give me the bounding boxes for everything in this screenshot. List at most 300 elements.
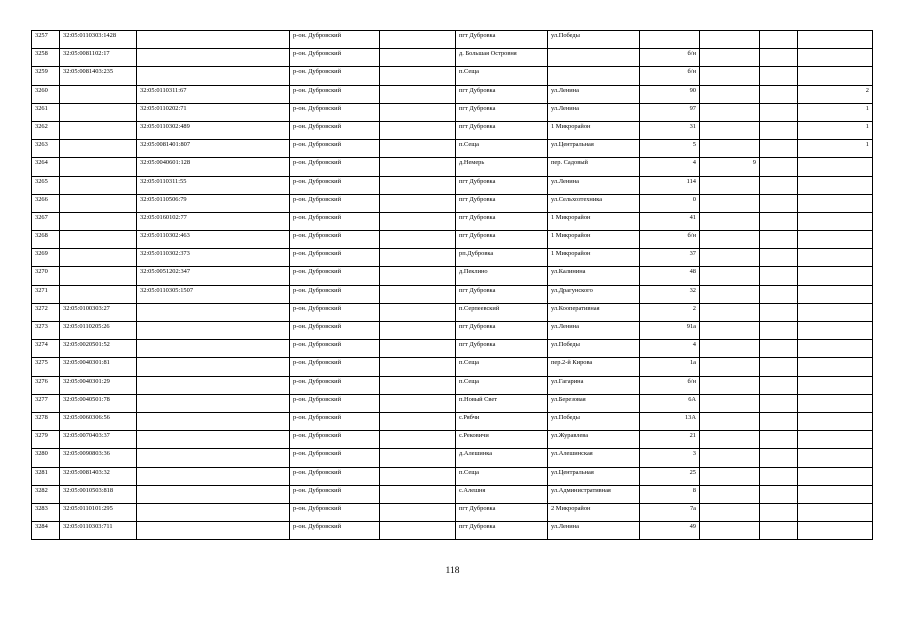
cell-district: р-он. Дубровский	[290, 394, 380, 412]
cell-house-number: б/н	[640, 376, 700, 394]
cell-house-number: 2	[640, 303, 700, 321]
cell-district: р-он. Дубровский	[290, 449, 380, 467]
cell-share	[798, 249, 873, 267]
cell-settlement-type	[380, 340, 456, 358]
cell-share	[798, 340, 873, 358]
cell-district: р-он. Дубровский	[290, 176, 380, 194]
cell-house-number: 91а	[640, 322, 700, 340]
cell-house-number	[640, 31, 700, 49]
table-row	[32, 322, 873, 340]
cell-locality: пгт Дубровка	[456, 176, 548, 194]
cell-row-number: 3262	[32, 121, 60, 139]
table-row	[32, 303, 873, 321]
table-row	[32, 522, 873, 540]
cell-apartment-number	[760, 467, 798, 485]
cell-cadastral-number-building: 32:05:0110302:463	[137, 231, 290, 249]
cell-share: 1	[798, 103, 873, 121]
cell-share	[798, 303, 873, 321]
cell-district: р-он. Дубровский	[290, 31, 380, 49]
cell-cadastral-number-land: 32:05:0060306:56	[60, 412, 137, 430]
cell-cadastral-number-building	[137, 376, 290, 394]
cell-settlement-type	[380, 503, 456, 521]
cell-house-number: 25	[640, 467, 700, 485]
cell-apartment-number	[760, 194, 798, 212]
cell-cadastral-number-building	[137, 303, 290, 321]
cell-cadastral-number-land: 32:05:0040501:78	[60, 394, 137, 412]
cell-cadastral-number-land: 32:05:0020501:52	[60, 340, 137, 358]
cell-row-number: 3265	[32, 176, 60, 194]
cell-building-number	[700, 412, 760, 430]
cell-house-number: б/н	[640, 67, 700, 85]
cell-share	[798, 49, 873, 67]
cell-house-number: 13А	[640, 412, 700, 430]
cell-cadastral-number-building: 32:05:0110302:489	[137, 121, 290, 139]
cell-share	[798, 412, 873, 430]
cell-locality: д.Алешинка	[456, 449, 548, 467]
cell-settlement-type	[380, 467, 456, 485]
cell-settlement-type	[380, 376, 456, 394]
cell-house-number: б/н	[640, 49, 700, 67]
cell-share	[798, 431, 873, 449]
cell-cadastral-number-land	[60, 140, 137, 158]
cell-row-number: 3263	[32, 140, 60, 158]
cell-row-number: 3258	[32, 49, 60, 67]
cell-building-number	[700, 340, 760, 358]
cell-settlement-type	[380, 449, 456, 467]
cell-locality: д.Немерь	[456, 158, 548, 176]
cell-cadastral-number-building	[137, 412, 290, 430]
cell-settlement-type	[380, 194, 456, 212]
cell-locality: пгт Дубровка	[456, 231, 548, 249]
cell-settlement-type	[380, 412, 456, 430]
table-row	[32, 31, 873, 49]
cell-street: 1 Микрорайон	[548, 121, 640, 139]
cell-house-number: 49	[640, 522, 700, 540]
cell-share	[798, 67, 873, 85]
cell-district: р-он. Дубровский	[290, 267, 380, 285]
cell-cadastral-number-land	[60, 285, 137, 303]
cell-street: ул.Победы	[548, 412, 640, 430]
cell-house-number: 7а	[640, 503, 700, 521]
cell-share	[798, 522, 873, 540]
cell-district: р-он. Дубровский	[290, 322, 380, 340]
cell-district: р-он. Дубровский	[290, 503, 380, 521]
cell-settlement-type	[380, 267, 456, 285]
cell-house-number: 21	[640, 431, 700, 449]
cell-house-number: 1а	[640, 358, 700, 376]
cell-locality: пгт Дубровка	[456, 31, 548, 49]
cell-locality: п.Серпеевский	[456, 303, 548, 321]
cell-cadastral-number-land	[60, 231, 137, 249]
cell-street	[548, 49, 640, 67]
table-row	[32, 285, 873, 303]
cell-apartment-number	[760, 322, 798, 340]
cell-row-number: 3277	[32, 394, 60, 412]
cell-locality: пгт Дубровка	[456, 322, 548, 340]
cell-cadastral-number-building	[137, 31, 290, 49]
cell-cadastral-number-land: 32:05:0070403:37	[60, 431, 137, 449]
cell-locality: пгт Дубровка	[456, 285, 548, 303]
cell-row-number: 3268	[32, 231, 60, 249]
cell-cadastral-number-land: 32:05:0081102:17	[60, 49, 137, 67]
cell-street: ул.Административная	[548, 485, 640, 503]
cell-apartment-number	[760, 340, 798, 358]
cell-building-number: 9	[700, 158, 760, 176]
table-row	[32, 49, 873, 67]
cell-cadastral-number-building	[137, 522, 290, 540]
cell-settlement-type	[380, 358, 456, 376]
cell-cadastral-number-land: 32:05:0081403:32	[60, 467, 137, 485]
cell-settlement-type	[380, 103, 456, 121]
cell-cadastral-number-building	[137, 67, 290, 85]
cell-house-number: 41	[640, 212, 700, 230]
cell-apartment-number	[760, 103, 798, 121]
cell-street: ул.Ленина	[548, 322, 640, 340]
cell-row-number: 3279	[32, 431, 60, 449]
cell-building-number	[700, 212, 760, 230]
cell-street: ул.Победы	[548, 340, 640, 358]
cell-row-number: 3281	[32, 467, 60, 485]
cell-row-number: 3284	[32, 522, 60, 540]
cell-share: 1	[798, 140, 873, 158]
cell-cadastral-number-building	[137, 358, 290, 376]
cell-building-number	[700, 303, 760, 321]
table-row	[32, 231, 873, 249]
cell-district: р-он. Дубровский	[290, 121, 380, 139]
cell-building-number	[700, 194, 760, 212]
cell-house-number: 3	[640, 449, 700, 467]
cell-district: р-он. Дубровский	[290, 212, 380, 230]
cell-settlement-type	[380, 249, 456, 267]
cell-cadastral-number-building	[137, 431, 290, 449]
cell-cadastral-number-land: 32:05:0040301:81	[60, 358, 137, 376]
table-row	[32, 194, 873, 212]
cell-row-number: 3264	[32, 158, 60, 176]
cell-building-number	[700, 285, 760, 303]
cell-cadastral-number-land: 32:05:0010503:818	[60, 485, 137, 503]
cell-district: р-он. Дубровский	[290, 522, 380, 540]
cell-row-number: 3275	[32, 358, 60, 376]
table-row	[32, 176, 873, 194]
cell-building-number	[700, 249, 760, 267]
cell-house-number: 4	[640, 340, 700, 358]
cell-district: р-он. Дубровский	[290, 358, 380, 376]
cell-house-number: 114	[640, 176, 700, 194]
cell-apartment-number	[760, 267, 798, 285]
cell-street: ул.Ленина	[548, 176, 640, 194]
cell-cadastral-number-building	[137, 449, 290, 467]
cell-share	[798, 194, 873, 212]
cell-locality: пгт Дубровка	[456, 503, 548, 521]
cell-row-number: 3271	[32, 285, 60, 303]
cell-locality: пгт Дубровка	[456, 212, 548, 230]
cell-building-number	[700, 176, 760, 194]
cell-settlement-type	[380, 140, 456, 158]
cell-apartment-number	[760, 85, 798, 103]
cell-building-number	[700, 394, 760, 412]
cell-locality: с.Рековичи	[456, 431, 548, 449]
cell-cadastral-number-land	[60, 176, 137, 194]
cell-cadastral-number-land: 32:05:0081403:235	[60, 67, 137, 85]
cell-cadastral-number-land	[60, 267, 137, 285]
table-row	[32, 140, 873, 158]
cell-district: р-он. Дубровский	[290, 158, 380, 176]
cell-apartment-number	[760, 121, 798, 139]
cell-cadastral-number-land: 32:05:0110303:711	[60, 522, 137, 540]
cell-locality: пгт Дубровка	[456, 340, 548, 358]
cell-street: ул.Кооперативная	[548, 303, 640, 321]
cell-street: ул.Центральная	[548, 467, 640, 485]
table-row	[32, 67, 873, 85]
cell-district: р-он. Дубровский	[290, 485, 380, 503]
cell-settlement-type	[380, 231, 456, 249]
document-table	[31, 30, 873, 540]
cell-share	[798, 212, 873, 230]
table-row	[32, 267, 873, 285]
cell-street: 1 Микрорайон	[548, 231, 640, 249]
cell-share	[798, 31, 873, 49]
cell-building-number	[700, 267, 760, 285]
cell-building-number	[700, 67, 760, 85]
cell-cadastral-number-building: 32:05:0110202:71	[137, 103, 290, 121]
cell-cadastral-number-land: 32:05:0110101:295	[60, 503, 137, 521]
cell-apartment-number	[760, 394, 798, 412]
cell-building-number	[700, 503, 760, 521]
cell-building-number	[700, 322, 760, 340]
cell-cadastral-number-land	[60, 158, 137, 176]
cell-house-number: 90	[640, 85, 700, 103]
cell-building-number	[700, 103, 760, 121]
cell-settlement-type	[380, 522, 456, 540]
cell-row-number: 3282	[32, 485, 60, 503]
cell-apartment-number	[760, 49, 798, 67]
cell-share	[798, 176, 873, 194]
cell-house-number: 97	[640, 103, 700, 121]
cell-cadastral-number-land	[60, 249, 137, 267]
cell-street	[548, 67, 640, 85]
cell-settlement-type	[380, 303, 456, 321]
cell-house-number: б/н	[640, 231, 700, 249]
cell-street: ул.Калинина	[548, 267, 640, 285]
cell-district: р-он. Дубровский	[290, 67, 380, 85]
cell-settlement-type	[380, 176, 456, 194]
cell-cadastral-number-land	[60, 85, 137, 103]
cell-district: р-он. Дубровский	[290, 103, 380, 121]
cell-cadastral-number-building	[137, 503, 290, 521]
cell-settlement-type	[380, 322, 456, 340]
cell-apartment-number	[760, 231, 798, 249]
cell-street: ул.Ленина	[548, 522, 640, 540]
table-row	[32, 376, 873, 394]
cell-cadastral-number-building: 32:05:0110305:1507	[137, 285, 290, 303]
cell-settlement-type	[380, 158, 456, 176]
table-row	[32, 340, 873, 358]
cell-apartment-number	[760, 431, 798, 449]
cell-settlement-type	[380, 485, 456, 503]
cell-district: р-он. Дубровский	[290, 412, 380, 430]
cell-row-number: 3266	[32, 194, 60, 212]
cell-cadastral-number-building	[137, 322, 290, 340]
cell-locality: п.Сеща	[456, 376, 548, 394]
cell-locality: пгт Дубровка	[456, 194, 548, 212]
cell-apartment-number	[760, 140, 798, 158]
cell-share	[798, 467, 873, 485]
cell-share	[798, 449, 873, 467]
table-row	[32, 249, 873, 267]
cell-locality: п.Сеща	[456, 140, 548, 158]
cell-district: р-он. Дубровский	[290, 231, 380, 249]
table-row	[32, 431, 873, 449]
cell-district: р-он. Дубровский	[290, 376, 380, 394]
cell-apartment-number	[760, 249, 798, 267]
cell-house-number: 37	[640, 249, 700, 267]
cell-cadastral-number-building: 32:05:0110506:79	[137, 194, 290, 212]
cell-house-number: 4	[640, 158, 700, 176]
cell-locality: д. Большая Островня	[456, 49, 548, 67]
cell-cadastral-number-land	[60, 103, 137, 121]
cell-building-number	[700, 376, 760, 394]
table-row	[32, 503, 873, 521]
cell-cadastral-number-building	[137, 485, 290, 503]
cell-building-number	[700, 85, 760, 103]
cell-apartment-number	[760, 285, 798, 303]
cell-street: ул.Ленина	[548, 103, 640, 121]
table-row	[32, 212, 873, 230]
cell-district: р-он. Дубровский	[290, 49, 380, 67]
cell-cadastral-number-building: 32:05:0160102:77	[137, 212, 290, 230]
table-row	[32, 467, 873, 485]
cell-street: ул.Драгунского	[548, 285, 640, 303]
cell-cadastral-number-land	[60, 194, 137, 212]
table-row	[32, 85, 873, 103]
cell-row-number: 3259	[32, 67, 60, 85]
cell-cadastral-number-land	[60, 121, 137, 139]
cell-apartment-number	[760, 303, 798, 321]
cell-locality: п.Сеща	[456, 467, 548, 485]
page-number: 118	[445, 566, 460, 576]
cell-house-number: 8	[640, 485, 700, 503]
cell-cadastral-number-land: 32:05:0090803:36	[60, 449, 137, 467]
cell-settlement-type	[380, 431, 456, 449]
cell-share	[798, 376, 873, 394]
cell-apartment-number	[760, 212, 798, 230]
cell-row-number: 3269	[32, 249, 60, 267]
cell-share	[798, 267, 873, 285]
table-body	[32, 31, 873, 540]
cell-locality: рп.Дубровка	[456, 249, 548, 267]
cell-share	[798, 285, 873, 303]
cell-share	[798, 158, 873, 176]
cell-cadastral-number-building	[137, 340, 290, 358]
cell-locality: пгт Дубровка	[456, 85, 548, 103]
cell-district: р-он. Дубровский	[290, 140, 380, 158]
cell-row-number: 3274	[32, 340, 60, 358]
cell-apartment-number	[760, 67, 798, 85]
cell-row-number: 3272	[32, 303, 60, 321]
cell-house-number: 0	[640, 194, 700, 212]
cell-locality: п.Новый Свет	[456, 394, 548, 412]
cell-street: ул.Алешинская	[548, 449, 640, 467]
table-row	[32, 358, 873, 376]
cell-cadastral-number-building: 32:05:0081401:807	[137, 140, 290, 158]
cell-locality: пгт Дубровка	[456, 522, 548, 540]
cell-building-number	[700, 31, 760, 49]
cell-apartment-number	[760, 412, 798, 430]
cell-cadastral-number-land: 32:05:0100303:27	[60, 303, 137, 321]
cell-apartment-number	[760, 503, 798, 521]
cell-cadastral-number-land: 32:05:0110205:26	[60, 322, 137, 340]
cell-cadastral-number-building	[137, 394, 290, 412]
cell-street: ул.Центральная	[548, 140, 640, 158]
cell-street: ул.Ленина	[548, 85, 640, 103]
cell-street: пер.2-й Кирова	[548, 358, 640, 376]
table-row	[32, 449, 873, 467]
table-row	[32, 485, 873, 503]
cell-building-number	[700, 358, 760, 376]
cell-apartment-number	[760, 176, 798, 194]
cell-building-number	[700, 49, 760, 67]
cell-building-number	[700, 121, 760, 139]
cell-district: р-он. Дубровский	[290, 303, 380, 321]
cell-row-number: 3278	[32, 412, 60, 430]
cell-district: р-он. Дубровский	[290, 340, 380, 358]
cell-apartment-number	[760, 158, 798, 176]
cell-street: ул.Победы	[548, 31, 640, 49]
cell-settlement-type	[380, 49, 456, 67]
cell-locality: п.Сеща	[456, 358, 548, 376]
cell-share: 2	[798, 85, 873, 103]
cell-house-number: 48	[640, 267, 700, 285]
cell-cadastral-number-building: 32:05:0110311:67	[137, 85, 290, 103]
cell-settlement-type	[380, 121, 456, 139]
cell-locality: п.Сеща	[456, 67, 548, 85]
table-row	[32, 103, 873, 121]
table-row	[32, 158, 873, 176]
cell-cadastral-number-building	[137, 49, 290, 67]
cell-cadastral-number-building: 32:05:0110311:55	[137, 176, 290, 194]
cell-street: ул.Березовая	[548, 394, 640, 412]
cell-locality: д.Пеклино	[456, 267, 548, 285]
cell-row-number: 3273	[32, 322, 60, 340]
cell-street: 1 Микрорайон	[548, 212, 640, 230]
cell-street: 1 Микрорайон	[548, 249, 640, 267]
cell-house-number: 32	[640, 285, 700, 303]
cell-share	[798, 394, 873, 412]
cell-cadastral-number-building: 32:05:0040601:128	[137, 158, 290, 176]
table-row	[32, 394, 873, 412]
cell-building-number	[700, 231, 760, 249]
cell-share	[798, 485, 873, 503]
cell-cadastral-number-land: 32:05:0040301:29	[60, 376, 137, 394]
cell-apartment-number	[760, 449, 798, 467]
cell-building-number	[700, 431, 760, 449]
cell-cadastral-number-land: 32:05:0110303:1428	[60, 31, 137, 49]
cell-settlement-type	[380, 31, 456, 49]
cell-district: р-он. Дубровский	[290, 431, 380, 449]
cell-share: 1	[798, 121, 873, 139]
cell-cadastral-number-building	[137, 467, 290, 485]
cell-building-number	[700, 485, 760, 503]
table-row	[32, 121, 873, 139]
cell-apartment-number	[760, 522, 798, 540]
cell-cadastral-number-building: 32:05:0110302:373	[137, 249, 290, 267]
cell-row-number: 3270	[32, 267, 60, 285]
cell-district: р-он. Дубровский	[290, 285, 380, 303]
cell-row-number: 3261	[32, 103, 60, 121]
cell-locality: пгт Дубровка	[456, 103, 548, 121]
cell-row-number: 3280	[32, 449, 60, 467]
cell-district: р-он. Дубровский	[290, 194, 380, 212]
